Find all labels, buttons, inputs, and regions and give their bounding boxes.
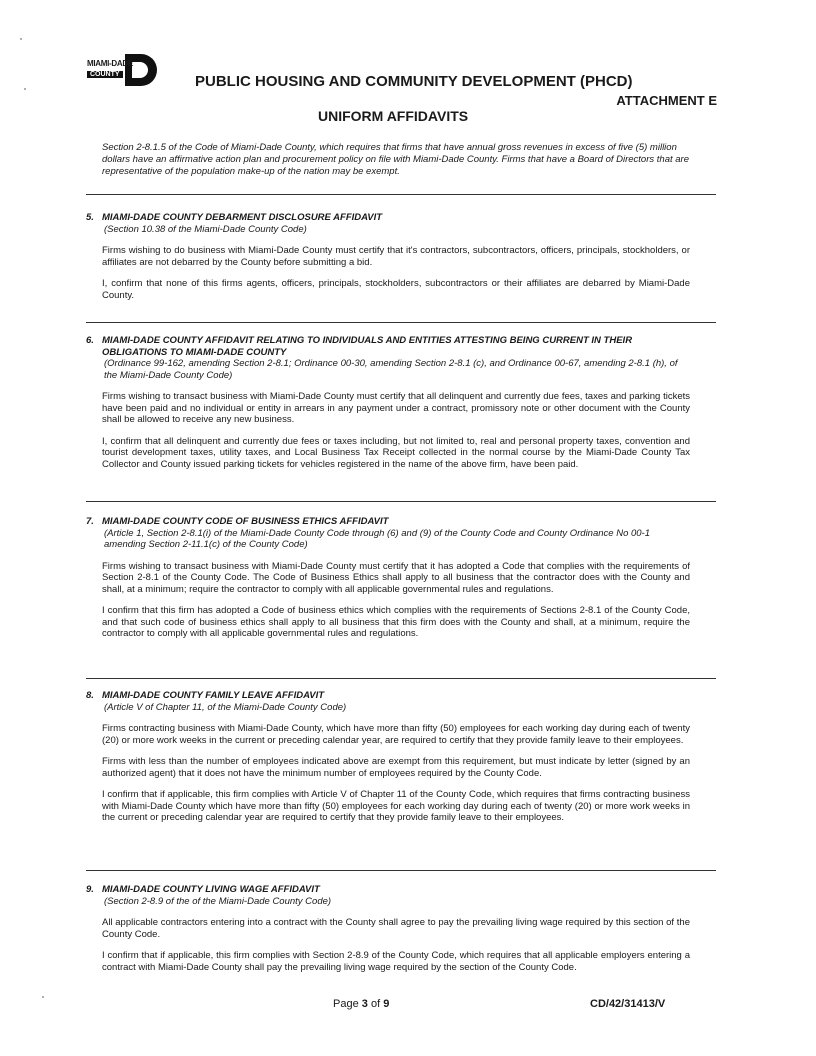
scan-speck (24, 88, 26, 90)
intro-paragraph: Section 2-8.1.5 of the Code of Miami-Dade County, which requires that firms that have annual gross revenues in excess of five (5) million dollars have an affirmative action plan and procurement policy on file with Miami-Dade County. Firms that have a Board of Directors that are representative of the population make-up of the nation may be exempt. (102, 142, 689, 177)
affidavit-section-8 (86, 690, 690, 824)
page-subtitle: UNIFORM AFFIDAVITS (318, 108, 469, 124)
document-code: CD/42/31413/V (590, 998, 666, 1010)
page-of-label: of (370, 998, 381, 1010)
section-paragraph: Firms wishing to transact business with Miami-Dade County must certify that it has adopted a Code that complies with the requirements of Section 2-8.1 of the County Code. The Code of Business Ethics shall apply to all business that the contractor does with the County and shall, at a minimum; require the contractor to comply with all applicable governmental rules and regulations. (102, 560, 690, 595)
section-title: MIAMI-DADE COUNTY CODE OF BUSINESS ETHICS AFFIDAVIT (102, 516, 389, 527)
section-number: 5. (86, 212, 94, 223)
page-total: 9 (383, 998, 390, 1010)
logo-text-top: MIAMI-DADE (87, 59, 133, 68)
logo-text-bottom: COUNTY (87, 71, 123, 78)
section-paragraph: Firms contracting business with Miami-Dade County, which have more than fifty (50) employees for each working day during each of twenty (20) or more work weeks in the current or preceding calendar year, are required to certify that they provide family leave to their employees. (102, 723, 690, 746)
section-reference: (Section 10.38 of the Miami-Dade County Code) (104, 223, 307, 235)
page-indicator (333, 998, 389, 1010)
affidavit-section-7 (86, 516, 690, 640)
affidavit-section-5 (86, 212, 690, 301)
page-number: 3 (361, 998, 368, 1010)
section-number: 7. (86, 516, 94, 527)
section-reference: (Article 1, Section 2-8.1(i) of the Miami-Dade County Code through (6) and (9) of the County Code and County Ordinance No 00-1 amending Section 2-11.1(c) of the County Code) (104, 527, 651, 550)
section-paragraph: Firms with less than the number of employees indicated above are exempt from this requirement, but must indicate by letter (signed by an authorized agent) that it does not have the minimum number of employees required by the County Code. (102, 756, 690, 779)
affidavit-section-6 (86, 335, 690, 470)
section-reference: (Ordinance 99-162, amending Section 2-8.1; Ordinance 00-30, amending Section 2-8.1 (c), and Ordinance 00-67, amending 2-8.1 (h), of the Miami-Dade County Code) (104, 358, 678, 381)
affidavit-section-9 (86, 884, 690, 973)
section-paragraph: I, confirm that none of this firms agents, officers, principals, stockholders, subcontractors or their affiliates are debarred by Miami-Dade County. (102, 278, 690, 301)
logo-d-shape (123, 52, 161, 88)
section-paragraph: I confirm that if applicable, this firm complies with Article V of Chapter 11 of the County Code, which requires that firms contracting business with Miami-Dade County which have more than fifty (50) employees for each working day during each of twenty (20) or more work weeks in the current or preceding calendar year are required to certify that they provide family leave to their employees. (102, 789, 690, 823)
divider (86, 678, 716, 679)
section-number: 6. (86, 335, 94, 346)
section-paragraph: All applicable contractors entering into a contract with the County shall agree to pay the prevailing living wage required by this section of the County Code. (102, 917, 690, 940)
page-label: Page (333, 998, 359, 1010)
section-heading (86, 212, 690, 224)
divider (86, 322, 716, 323)
divider (86, 194, 716, 195)
section-paragraph: I confirm that this firm has adopted a Code of business ethics which complies with the requirements of Sections 2-8.1 of the County Code, and that such code of business ethics shall apply to all business that this firm does with the County and shall, at a minimum, require the contractor to comply with all applicable governmental rules and regulations. (102, 605, 690, 639)
attachment-label: ATTACHMENT E (616, 93, 717, 108)
section-heading (86, 884, 690, 896)
section-title: MIAMI-DADE COUNTY FAMILY LEAVE AFFIDAVIT (102, 690, 325, 701)
section-title: MIAMI-DADE COUNTY LIVING WAGE AFFIDAVIT (102, 884, 320, 895)
section-paragraph: Firms wishing to transact business with Miami-Dade County must certify that all delinquent and currently due fees, taxes and parking tickets have been paid and no individual or entity in arrears in any payment under a contract, promissory note or other document with the County shall be allowed to receive any new business. (102, 391, 690, 425)
section-reference: (Article V of Chapter 11, of the Miami-Dade County Code) (104, 701, 347, 713)
page-title: PUBLIC HOUSING AND COMMUNITY DEVELOPMENT (PHCD) (195, 73, 633, 90)
section-paragraph: I confirm that if applicable, this firm complies with Section 2-8.9 of the County Code, which requires that all applicable employers entering a contract with Miami-Dade County shall pay the prevailing living wage required by the section of the County Code. (102, 950, 690, 973)
section-heading (86, 335, 690, 358)
scan-speck (20, 38, 22, 40)
section-paragraph: I, confirm that all delinquent and currently due fees or taxes including, but not limited to, real and personal property taxes, convention and tourist development taxes, utility taxes, and Local Business Tax Receipt collected in the normal course by the Miami-Dade County Tax Collector and County issued parking tickets for vehicles registered in the name of the above firm, have been paid. (102, 435, 690, 470)
divider (86, 501, 716, 502)
section-title: MIAMI-DADE COUNTY DEBARMENT DISCLOSURE AFFIDAVIT (102, 212, 383, 223)
section-heading (86, 516, 690, 528)
scan-speck (42, 996, 44, 998)
section-heading (86, 690, 690, 702)
section-number: 9. (86, 884, 94, 895)
divider (86, 870, 716, 871)
section-paragraph: Firms wishing to do business with Miami-Dade County must certify that it's contractors, subcontractors, officers, principals, stockholders, or affiliates are not debarred by the County before submitting a bid. (102, 245, 690, 268)
section-title: MIAMI-DADE COUNTY AFFIDAVIT RELATING TO INDIVIDUALS AND ENTITIES ATTESTING BEING CURRENT IN THEIR OBLIGATIONS TO MIAMI-DADE COUNTY (102, 335, 633, 358)
county-logo (85, 52, 165, 88)
section-reference: (Section 2-8.9 of the of the Miami-Dade County Code) (104, 895, 332, 907)
section-number: 8. (86, 690, 94, 701)
